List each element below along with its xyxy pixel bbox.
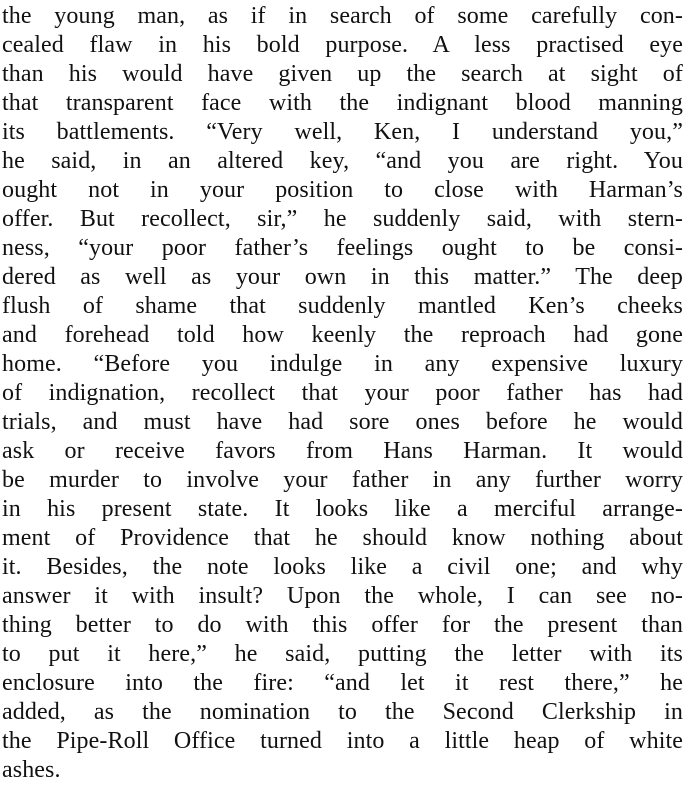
- text-line-21: answer it with insult? Upon the whole, I can see no-: [2, 583, 683, 609]
- text-line-3: than his would have given up the search at sight of: [2, 61, 683, 87]
- text-line-8: offer. But recollect, sir,” he suddenly said, with stern-: [2, 206, 683, 232]
- text-line-11: flush of shame that suddenly mantled Ken’s cheeks: [2, 293, 683, 319]
- text-line-12: and forehead told how keenly the reproach had gone: [2, 322, 683, 348]
- text-line-13: home. “Before you indulge in any expensive luxury: [2, 351, 683, 377]
- text-line-20: it. Besides, the note looks like a civil one; and why: [2, 554, 683, 580]
- text-line-23: to put it here,” he said, putting the letter with its: [2, 641, 683, 667]
- text-line-6: he said, in an altered key, “and you are right. You: [2, 148, 683, 174]
- text-line-19: ment of Providence that he should know nothing about: [2, 525, 683, 551]
- text-line-17: be murder to involve your father in any further worry: [2, 467, 683, 493]
- text-line-1: the young man, as if in search of some carefully con-: [2, 3, 683, 29]
- text-line-25: added, as the nomination to the Second Clerkship in: [2, 699, 683, 725]
- text-line-15: trials, and must have had sore ones before he would: [2, 409, 683, 435]
- text-line-16: ask or receive favors from Hans Harman. It would: [2, 438, 683, 464]
- text-line-2: cealed flaw in his bold purpose. A less practised eye: [2, 32, 683, 58]
- text-line-10: dered as well as your own in this matter.” The deep: [2, 264, 683, 290]
- text-line-22: thing better to do with this offer for the present than: [2, 612, 683, 638]
- text-line-9: ness, “your poor father’s feelings ought to be consi-: [2, 235, 683, 261]
- text-line-24: enclosure into the fire: “and let it rest there,” he: [2, 670, 683, 696]
- book-page: [2, 0, 683, 800]
- text-line-18: in his present state. It looks like a merciful arrange-: [2, 496, 683, 522]
- text-line-26: the Pipe-Roll Office turned into a little heap of white: [2, 728, 683, 754]
- text-line-27: ashes.: [2, 757, 61, 783]
- text-line-7: ought not in your position to close with Harman’s: [2, 177, 683, 203]
- text-line-14: of indignation, recollect that your poor father has had: [2, 380, 683, 406]
- text-line-5: its battlements. “Very well, Ken, I understand you,”: [2, 119, 683, 145]
- text-line-4: that transparent face with the indignant blood manning: [2, 90, 683, 116]
